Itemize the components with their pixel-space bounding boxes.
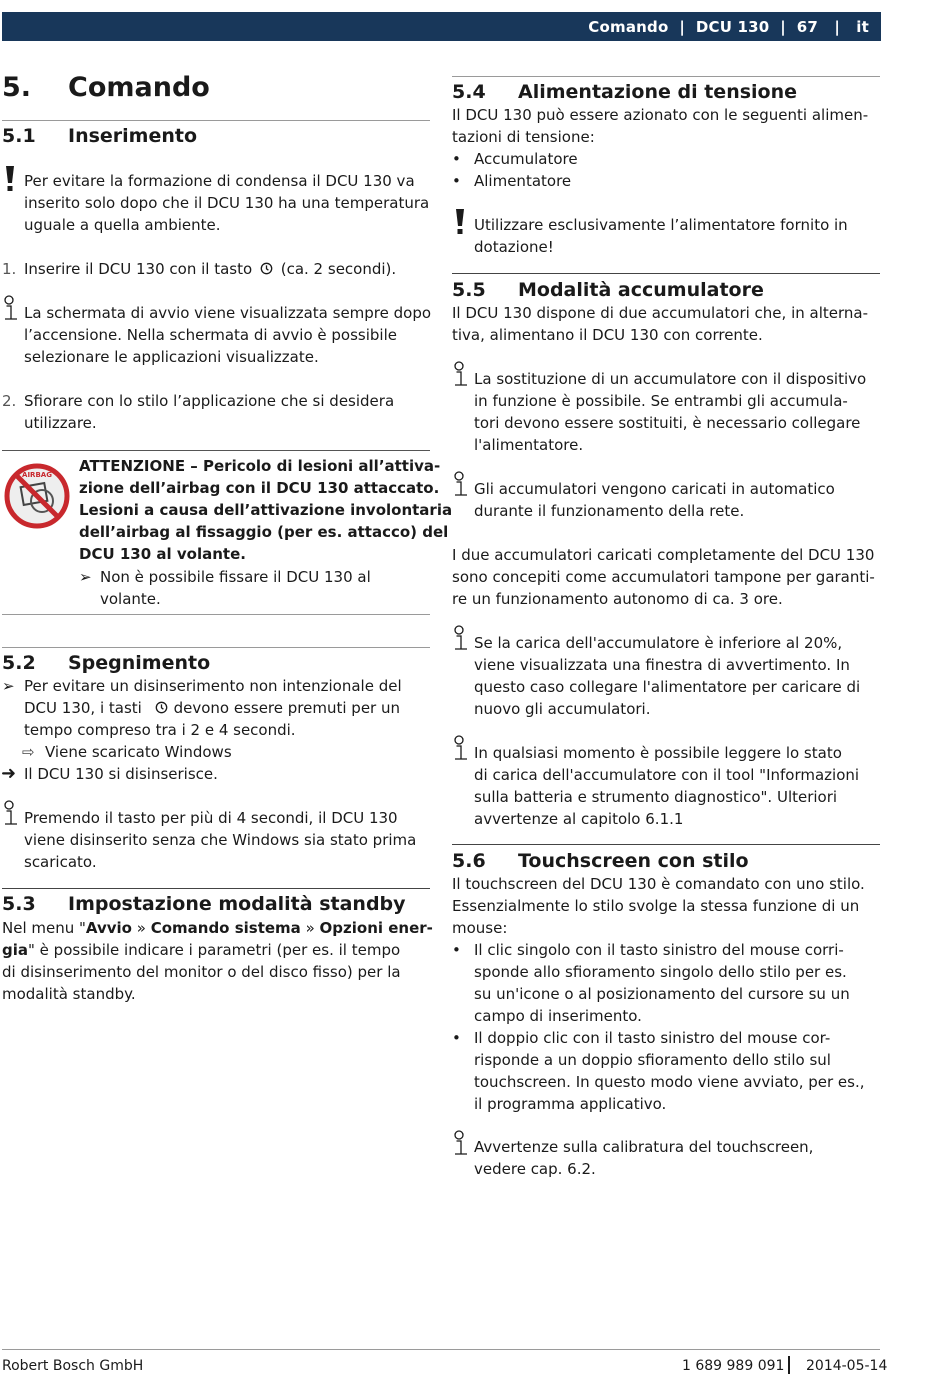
list-item: Il clic singolo con il tasto sinistro del mouse corri- sponde allo sfioramento singolo dello stilo per es. su un'icone o al posizionamento del cursore su un campo di inserimento. (474, 941, 850, 1025)
section-heading-5-1 (2, 124, 198, 148)
footer-separator (788, 1356, 790, 1374)
info-icon (453, 625, 469, 651)
power-button-icon (260, 262, 273, 275)
info-icon (453, 471, 469, 497)
final-result-arrow-icon: ➜ (1, 763, 17, 784)
airbag-warning-icon (4, 463, 70, 529)
divider (2, 647, 430, 648)
caution-action: Non è possibile fissare il DCU 130 al volante. (100, 568, 371, 608)
caution-text: ATTENZIONE – Pericolo di lesioni all’attiva- zione dell’airbag con il DCU 130 attaccato. Lesioni a causa dell’attivazione involontaria dell’airbag al fissaggio (per es. attacco) del DCU 130 al volante. (79, 457, 453, 563)
info-icon (3, 800, 19, 826)
info-icon (3, 295, 19, 321)
info-battery-swap: La sostituzione di un accumulatore con il dispositivo in funzione è possibile. Se entrambi gli accumula- tori devono essere sostituiti, è necessario collegare l'alimentatore. (474, 370, 867, 454)
divider (2, 120, 430, 121)
header-text: Comando | DCU 130 | 67 | it (588, 18, 869, 36)
footer-divider (2, 1349, 880, 1350)
info-icon (453, 361, 469, 387)
chapter-heading (2, 72, 210, 103)
step-number: 2. (2, 392, 17, 410)
list-item: Accumulatore (474, 150, 578, 168)
step-number: 1. (2, 260, 17, 278)
step-2-text: Sfiorare con lo stilo l’applicazione che si desidera utilizzare. (24, 392, 395, 432)
warning-condensation: Per evitare la formazione di condensa il DCU 130 va inserito solo dopo che il DCU 130 ha una temperatura uguale a quella ambiente. (24, 172, 430, 234)
list-item: Alimentatore (474, 172, 572, 190)
exclamation-icon (3, 165, 17, 193)
touchscreen-text: Il touchscreen del DCU 130 è comandato con uno stilo. Essenzialmente lo stilo svolge la stessa funzione di un mouse: (452, 875, 865, 937)
section-number: 5.1 (2, 125, 36, 147)
info-icon (453, 735, 469, 761)
section-heading-5-2: 5.2 Spegnimento (2, 652, 211, 674)
chapter-number: 5. (2, 72, 32, 103)
info-startup-screen: La schermata di avvio viene visualizzata sempre dopo l’accensione. Nella schermata di avvio è possibile selezionare le applicazioni visualizzate. (24, 304, 432, 366)
info-low-battery: Se la carica dell'accumulatore è inferiore al 20%, viene visualizzata una finestra di avvertimento. In questo caso collegare l'alimentatore per caricare di nuovo gli accumulatori. (474, 634, 861, 718)
info-battery-status: In qualsiasi momento è possibile leggere lo stato di carica dell'accumulatore con il tool "Informazioni sulla batteria e strumento diagnostico". Ulteriori avvertenze al capitolo 6.1.1 (474, 744, 860, 828)
shutdown-result: Viene scaricato Windows (45, 743, 232, 761)
action-arrow-icon: ➢ (2, 677, 15, 695)
divider (2, 888, 430, 889)
exclamation-icon (453, 208, 467, 236)
divider (452, 844, 880, 845)
action-arrow-icon: ➢ (79, 568, 92, 586)
divider (2, 450, 430, 451)
info-calibration: Avvertenze sulla calibratura del touchscreen, vedere cap. 6.2. (474, 1138, 814, 1178)
chapter-title: Comando (68, 72, 210, 103)
bullet: • (452, 150, 461, 168)
power-button-icon (155, 701, 168, 714)
divider (452, 273, 880, 274)
info-icon (453, 1130, 469, 1156)
bullet: • (452, 172, 461, 190)
list-item: Il doppio clic con il tasto sinistro del mouse cor- risponde a un doppio sfioramento dello stilo sul touchscreen. In questo modo viene avviato, per es., il programma applicativo. (474, 1029, 865, 1113)
divider (452, 76, 880, 77)
shutdown-final: Il DCU 130 si disinserisce. (24, 765, 218, 783)
standby-text: Nel menu "Avvio » Comando sistema » Opzioni ener- gia" è possibile indicare i parametri (per es. il tempo di disinserimento del monitor o del disco fisso) per la modalità standby. (2, 919, 433, 1003)
warning-power-adapter: Utilizzare esclusivamente l’alimentatore fornito in dotazione! (474, 216, 848, 256)
divider (2, 614, 430, 615)
section-title: Inserimento (68, 125, 198, 147)
shutdown-instruction: Per evitare un disinserimento non intenzionale del DCU 130, i tasti devono essere premuti per un tempo compreso tra i 2 e 4 secondi. (24, 677, 402, 739)
footer-date: 2014-05-14 (806, 1358, 888, 1374)
section-heading-5-4: 5.4 Alimentazione di tensione (452, 81, 798, 103)
bullet: • (452, 1029, 461, 1047)
result-arrow-icon: ⇨ (22, 743, 35, 761)
section-heading-5-3: 5.3 Impostazione modalità standby (2, 893, 406, 915)
battery-runtime-text: I due accumulatori caricati completamente del DCU 130 sono concepiti come accumulatori tampone per garanti- re un funzionamento autonomo di ca. 3 ore. (452, 546, 875, 608)
info-long-press: Premendo il tasto per più di 4 secondi, il DCU 130 viene disinserito senza che Windows sia stato prima scaricato. (24, 809, 417, 871)
footer-document-number: 1 689 989 091 (682, 1358, 785, 1374)
info-auto-charge: Gli accumulatori vengono caricati in automatico durante il funzionamento della rete. (474, 480, 835, 520)
svg-text:AIRBAG: AIRBAG (22, 471, 52, 479)
section-heading-5-5: 5.5 Modalità accumulatore (452, 279, 764, 301)
header-bar (2, 12, 881, 41)
step-1-text: Inserire il DCU 130 con il tasto (ca. 2 secondi). (24, 260, 397, 278)
bullet: • (452, 941, 461, 959)
footer-company: Robert Bosch GmbH (2, 1358, 144, 1374)
power-supply-text: Il DCU 130 può essere azionato con le seguenti alimen- tazioni di tensione: (452, 106, 869, 146)
section-heading-5-6: 5.6 Touchscreen con stilo (452, 850, 749, 872)
battery-mode-text: Il DCU 130 dispone di due accumulatori che, in alterna- tiva, alimentano il DCU 130 con corrente. (452, 304, 868, 344)
